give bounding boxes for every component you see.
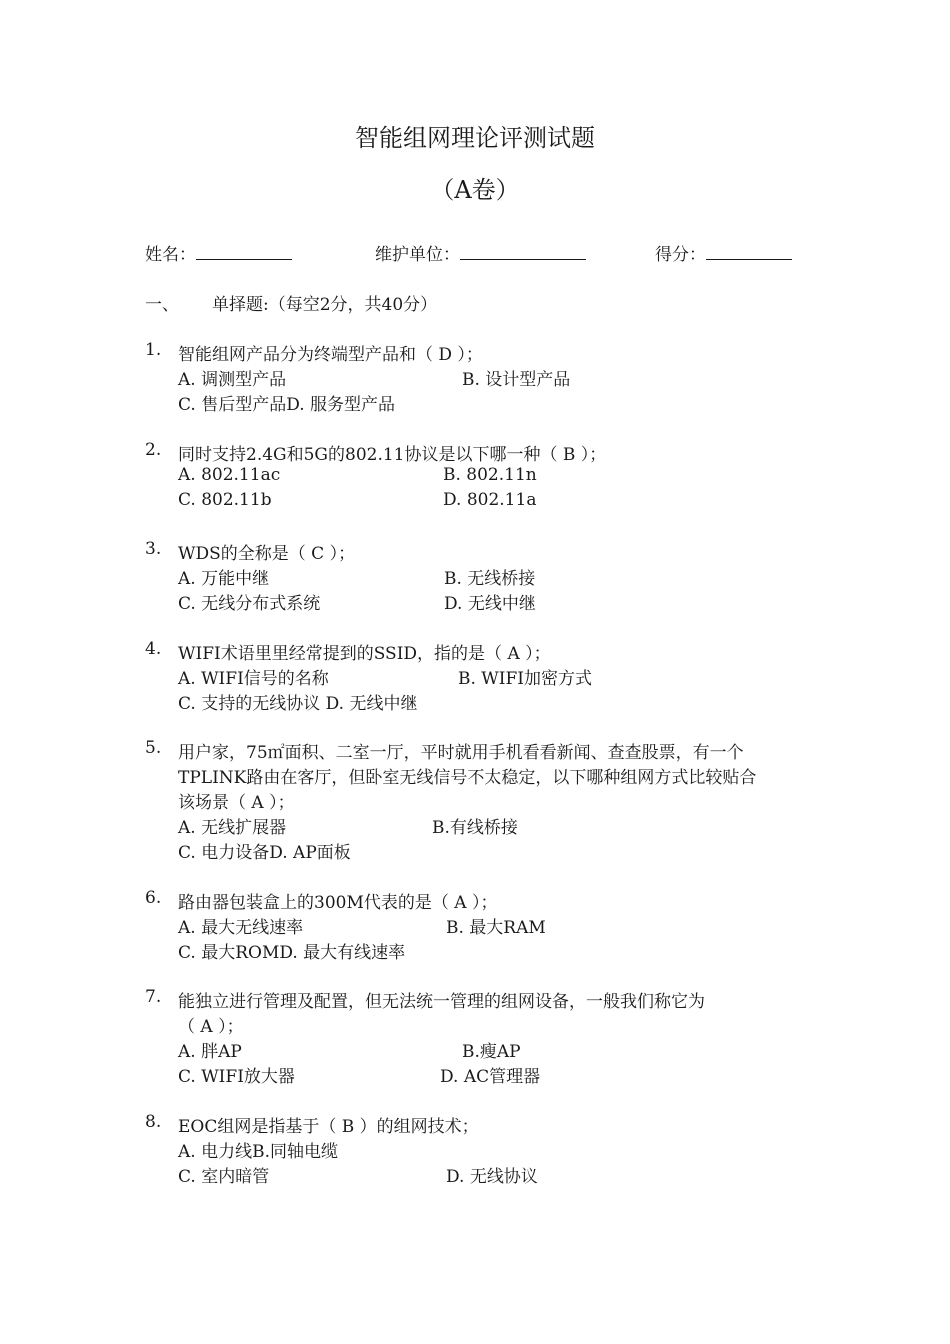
unit-blank bbox=[460, 244, 586, 260]
name-field bbox=[145, 240, 292, 265]
option-c: C. 无线分布式系统 bbox=[178, 594, 321, 614]
option-a: A. 最大无线速率 bbox=[178, 918, 304, 938]
option-c-d: C. 支持的无线协议 D. 无线中继 bbox=[178, 694, 418, 714]
section-heading: 单择题:（每空2分，共40分） bbox=[212, 295, 438, 315]
option-d: D. 无线协议 bbox=[446, 1167, 538, 1187]
score-field bbox=[655, 240, 792, 265]
option-d: D. 无线中继 bbox=[444, 594, 536, 614]
option-a: A. 万能中继 bbox=[178, 569, 270, 589]
question-number: 4. bbox=[145, 639, 162, 659]
option-c: C. WIFI放大器 bbox=[178, 1067, 295, 1087]
name-blank bbox=[196, 244, 292, 260]
score-blank bbox=[706, 244, 792, 260]
option-b: B. 设计型产品 bbox=[462, 370, 571, 390]
option-c-d: C. 电力设备D. AP面板 bbox=[178, 843, 351, 863]
option-a: A. 调测型产品 bbox=[178, 370, 287, 390]
question-stem-line-2: （ A ）； bbox=[178, 1017, 244, 1037]
option-d: D. AC管理器 bbox=[440, 1067, 541, 1087]
option-b: B.有线桥接 bbox=[432, 818, 518, 838]
question-stem: 路由器包装盒上的300M代表的是（ A ）； bbox=[178, 893, 498, 913]
question-number: 7. bbox=[145, 987, 162, 1007]
question-number: 1. bbox=[145, 340, 162, 360]
option-a: A. WIFI信号的名称 bbox=[178, 669, 329, 689]
option-b: B. 802.11n bbox=[443, 465, 537, 485]
option-a: A. 无线扩展器 bbox=[178, 818, 287, 838]
question-stem: 同时支持2.4G和5G的802.11协议是以下哪一种（ B ）； bbox=[178, 445, 607, 465]
question-number: 5. bbox=[145, 738, 162, 758]
question-number: 8. bbox=[145, 1112, 162, 1132]
question-stem: WDS的全称是（ C ）； bbox=[178, 544, 356, 564]
option-c: C. 802.11b bbox=[178, 490, 272, 510]
option-a: A. 胖AP bbox=[178, 1042, 242, 1062]
question-number: 3. bbox=[145, 539, 162, 559]
option-d: D. 802.11a bbox=[443, 490, 537, 510]
option-b: B. 最大RAM bbox=[446, 918, 546, 938]
unit-field bbox=[375, 240, 586, 265]
score-label: 得分： bbox=[655, 245, 706, 265]
question-number: 2. bbox=[145, 440, 162, 460]
question-stem: 智能组网产品分为终端型产品和（ D ）； bbox=[178, 345, 483, 365]
question-number: 6. bbox=[145, 888, 162, 908]
option-c-d: C. 售后型产品D. 服务型产品 bbox=[178, 395, 396, 415]
option-b: B.瘦AP bbox=[462, 1042, 521, 1062]
unit-label: 维护单位： bbox=[375, 245, 460, 265]
question-stem-line-1: 能独立进行管理及配置，但无法统一管理的组网设备，一般我们称它为 bbox=[178, 992, 705, 1012]
option-b: B. WIFI加密方式 bbox=[458, 669, 592, 689]
question-stem-line-1: 用户家，75㎡面积、二室一厅，平时就用手机看看新闻、查查股票，有一个 bbox=[178, 743, 744, 763]
page-subtitle: （A卷） bbox=[430, 176, 520, 204]
question-stem-line-2: TPLINK路由在客厅，但卧室无线信号不太稳定，以下哪种组网方式比较贴合 bbox=[178, 768, 757, 788]
name-label: 姓名： bbox=[145, 245, 196, 265]
question-stem: WIFI术语里里经常提到的SSID，指的是（ A ）； bbox=[178, 644, 551, 664]
option-b: B. 无线桥接 bbox=[444, 569, 536, 589]
question-stem: EOC组网是指基于（ B ）的组网技术； bbox=[178, 1117, 479, 1137]
page-title: 智能组网理论评测试题 bbox=[355, 124, 595, 152]
option-a: A. 802.11ac bbox=[178, 465, 281, 485]
section-number: 一、 bbox=[145, 295, 179, 315]
question-stem-line-3: 该场景（ A ）； bbox=[178, 793, 295, 813]
option-a-b: A. 电力线B.同轴电缆 bbox=[178, 1142, 338, 1162]
option-c: C. 室内暗管 bbox=[178, 1167, 270, 1187]
option-c-d: C. 最大ROMD. 最大有线速率 bbox=[178, 943, 406, 963]
